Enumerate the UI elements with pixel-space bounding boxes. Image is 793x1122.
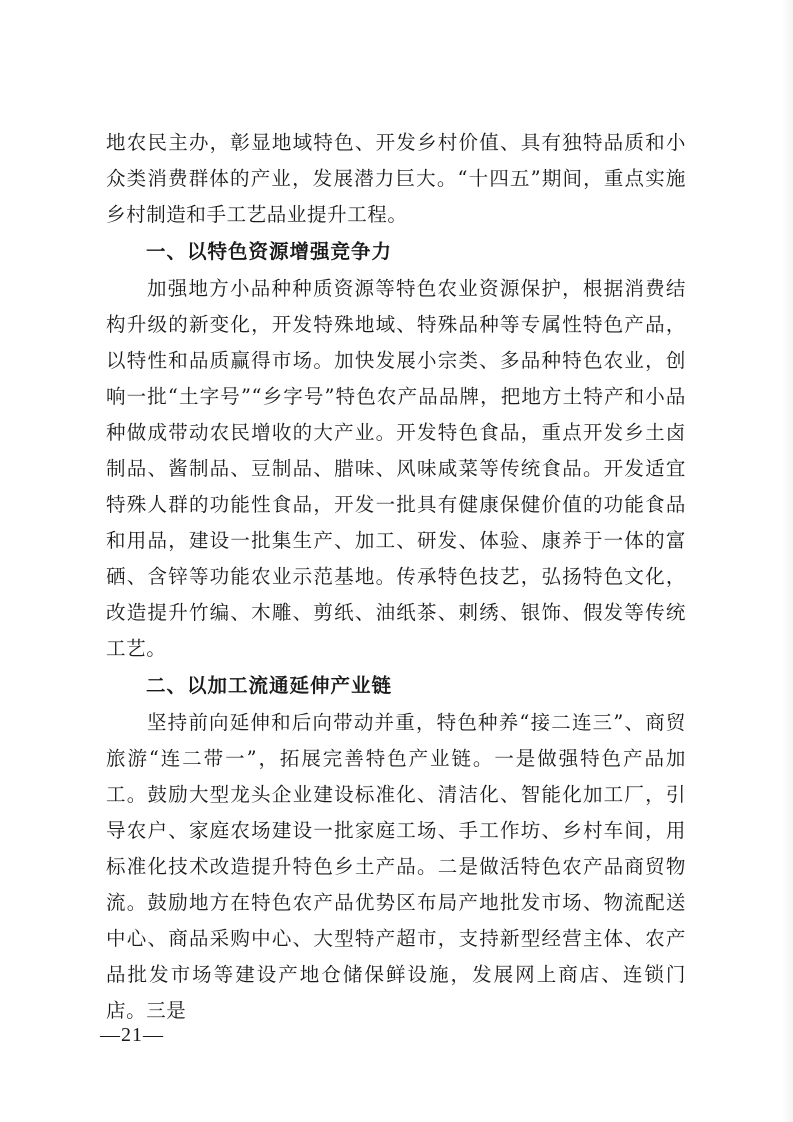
page-number: —21— [100, 1024, 164, 1046]
paragraph-section-1: 加强地方小品种种质资源等特色农业资源保护，根据消费结构升级的新变化，开发特殊地域、特殊品种等专属性特色产品，以特性和品质赢得市场。加快发展小宗类、多品种特色农业，创响一批“土字号”“乡字号”特色农产品品牌，把地方土特产和小品种做成带动农民增收的大产业。开发特色食品，重点开发乡土卤制品、酱制品、豆制品、腊味、风味咸菜等传统食品。开发适宜特殊人群的功能性食品，开发一批具有健康保健价值的功能食品和用品，建设一批集生产、加工、研发、体验、康养于一体的富硒、含锌等功能农业示范基地。传承特色技艺，弘扬特色文化，改造提升竹编、木雕、剪纸、油纸茶、刺绣、银饰、假发等传统工艺。 [106, 277, 686, 660]
scan-edge-shadow [781, 0, 793, 1122]
paragraph-intro-continued: 地农民主办，彰显地域特色、开发乡村价值、具有独特品质和小众类消费群体的产业，发展潜力巨大。“十四五”期间，重点实施乡村制造和手工艺品业提升工程。 [106, 131, 686, 226]
paragraph-section-2: 坚持前向延伸和后向带动并重，特色种养“接二连三”、商贸旅游“连二带一”，拓展完善特色产业链。一是做强特色产品加工。鼓励大型龙头企业建设标准化、清洁化、智能化加工厂，引导农户、家庭农场建设一批家庭工场、手工作坊、乡村车间，用标准化技术改造提升特色乡土产品。二是做活特色农产品商贸物流。鼓励地方在特色农产品优势区布局产地批发市场、物流配送中心、商品采购中心、大型特产超市，支持新型经营主体、农产品批发市场等建设产地仓储保鲜设施，发展网上商店、连锁门店。三是 [106, 711, 686, 1022]
section-heading-2: 二、以加工流通延伸产业链 [146, 674, 393, 697]
section-heading-1: 一、以特色资源增强竞争力 [146, 240, 393, 263]
page-body [106, 125, 686, 1029]
